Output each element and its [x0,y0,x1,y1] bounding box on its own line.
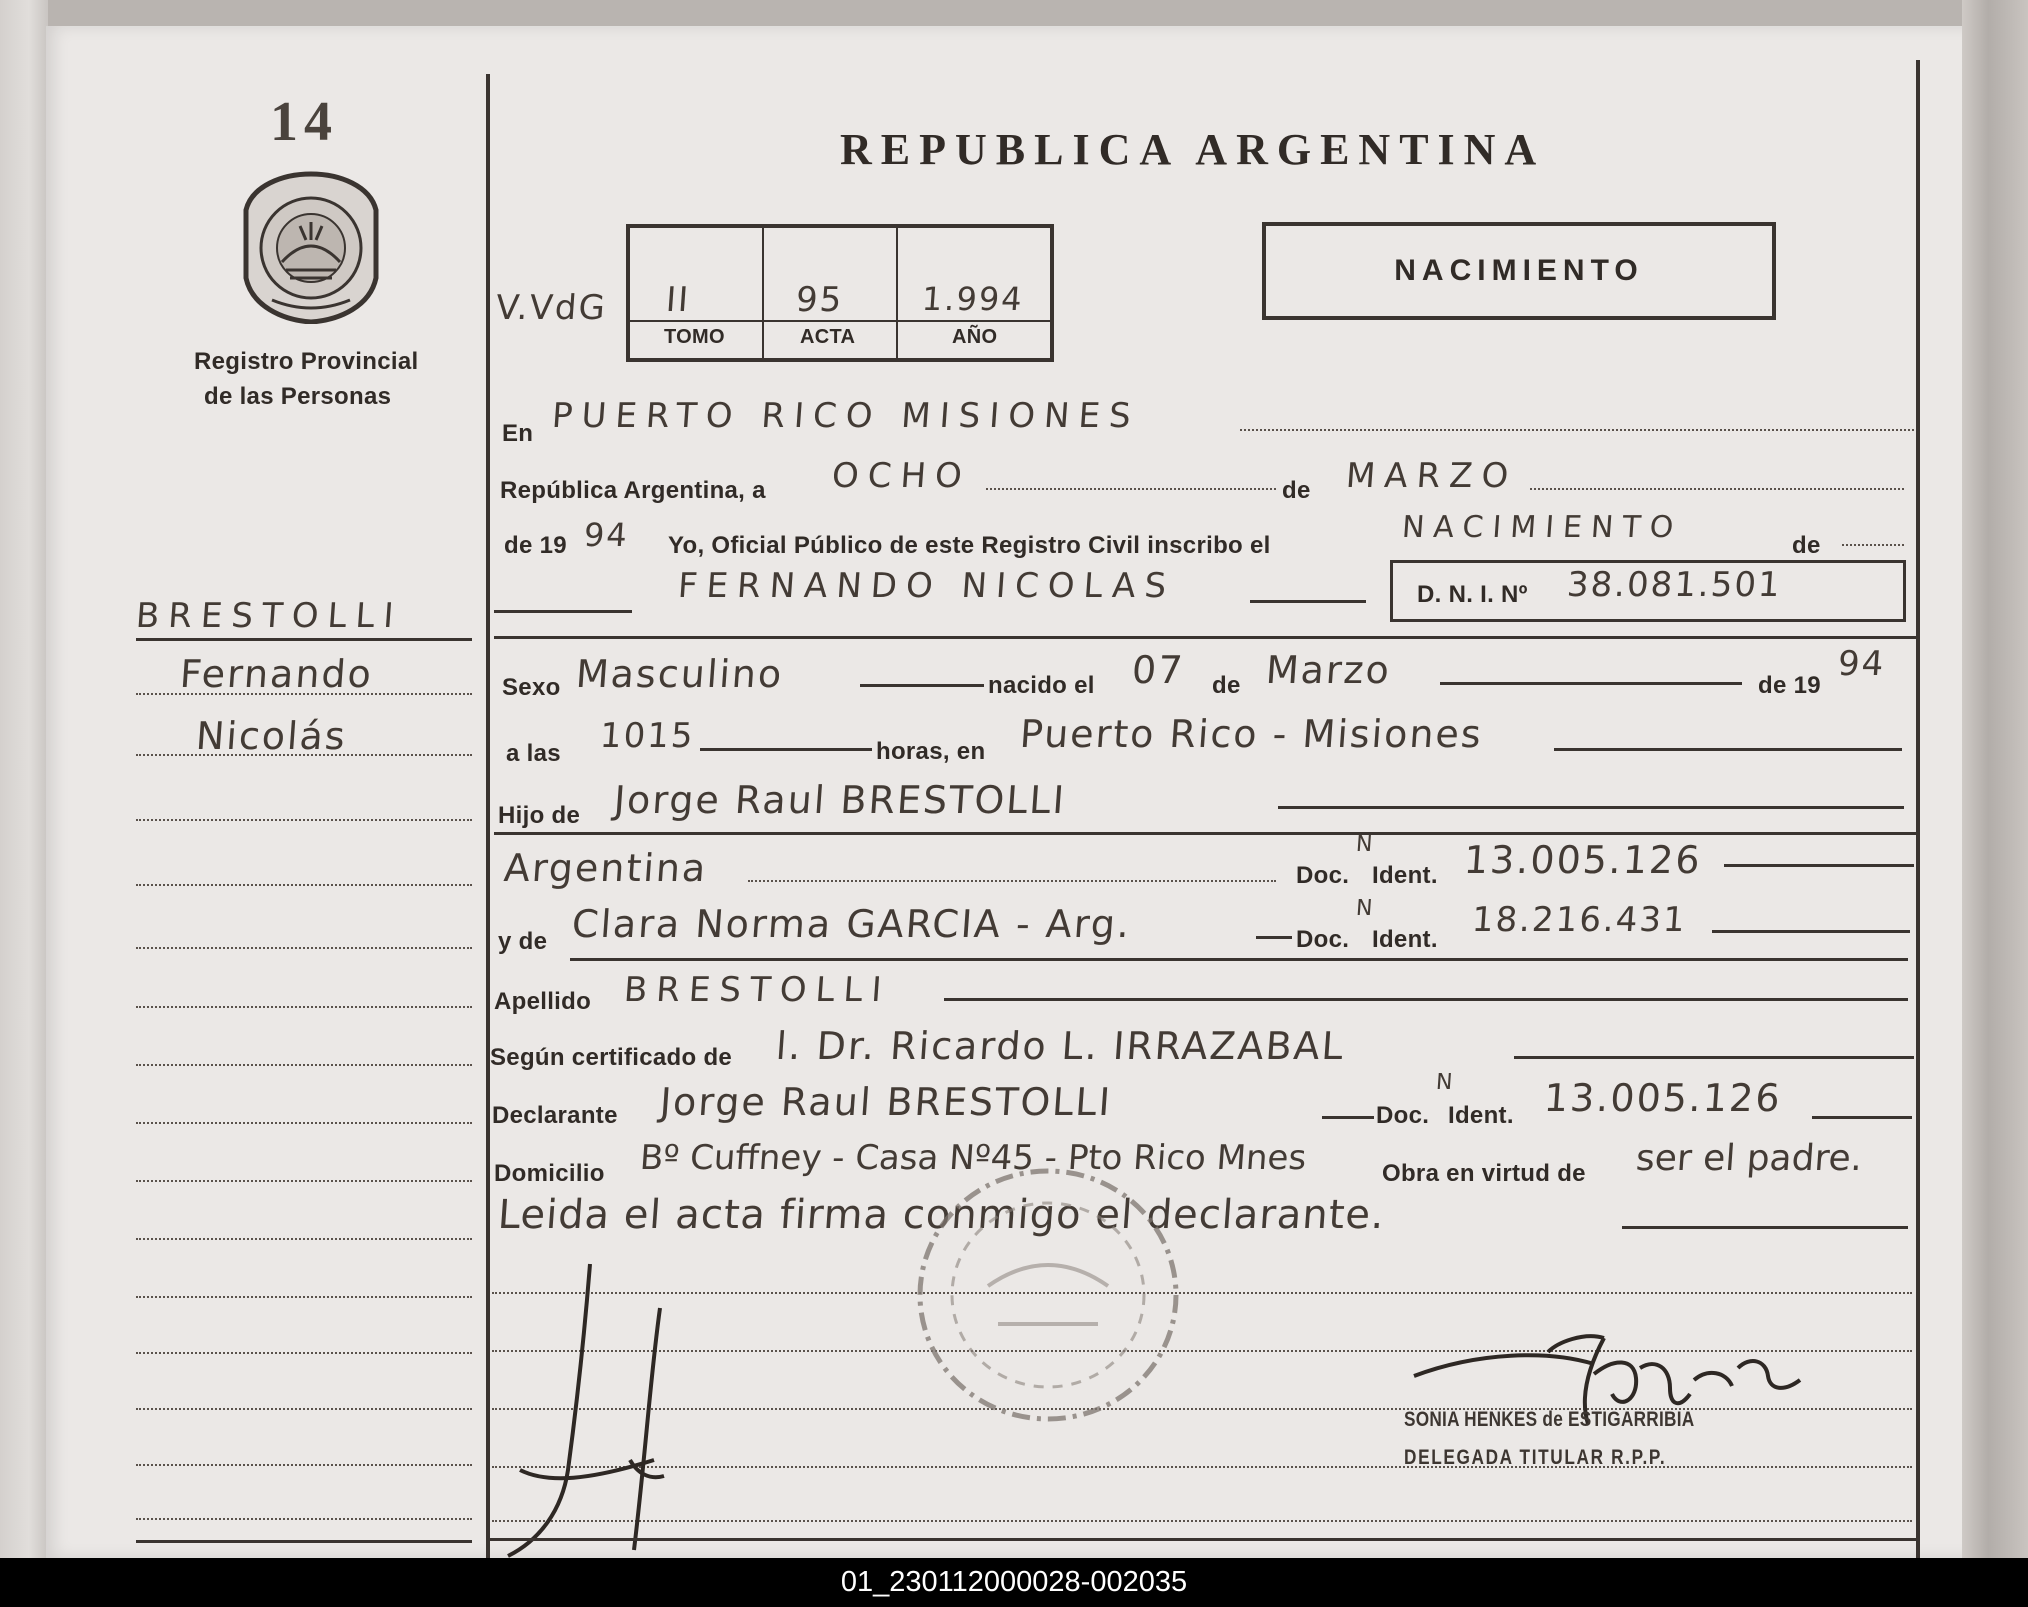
section-rule [494,636,1918,639]
tomo-label: TOMO [664,326,725,348]
margin-rule [136,638,472,641]
birth-month: Marzo [1264,648,1393,692]
hijo-label: Hijo de [498,802,581,829]
doc-label: Doc. [1296,862,1350,889]
fill-line [748,880,1276,882]
fill-line [1724,864,1914,867]
act-type-box [1262,222,1776,320]
fill-line [1622,1226,1908,1229]
official-stamp-icon [906,1156,1190,1434]
act-type: NACIMIENTO [1394,254,1644,287]
birth-year-suffix: 94 [1836,644,1887,684]
hour-value: 1015 [598,716,696,756]
fill-line [986,488,1276,490]
year-suffix: 94 [582,516,631,554]
fill-line [1554,748,1902,751]
horas-label: horas, en [876,738,986,765]
segun-label: Según certificado de [490,1044,733,1071]
fill-line [1812,1116,1912,1119]
book-binding [0,0,48,1558]
volume-prefix: V.VdG [494,288,609,328]
scan-caption: 01_230112000028-002035 [0,1558,2028,1607]
ident-label: Ident. [1372,862,1438,889]
fill-line [1530,488,1904,490]
fill-line [1842,544,1904,546]
declarante-value: Jorge Raul BRESTOLLI [658,1080,1114,1124]
registry-name-line1: Registro Provincial [194,348,419,375]
de-label-2: de [1792,532,1821,559]
ident-label-3: Ident. [1448,1102,1514,1129]
dni-box [1390,560,1906,622]
doc-label-2: Doc. [1296,926,1350,953]
year-prefix: de 19 [504,532,567,559]
month-value: MARZO [1344,456,1519,496]
column-divider [486,74,490,1558]
en-label: En [502,420,534,447]
declarante-label: Declarante [492,1102,618,1129]
margin-second-name: Nicolás [194,714,349,758]
mother-name: Clara Norma GARCIA - Arg. [570,902,1133,946]
officer-name: SONIA HENKES de ESTIGARRIBIA [1404,1408,1695,1431]
father-doc: 13.005.126 [1462,838,1704,882]
father-nationality: Argentina [502,846,709,890]
doc-n-mark: N [1355,832,1376,857]
country-title: REPUBLICA ARGENTINA [840,125,1546,174]
bottom-rule [490,1538,1918,1541]
ident-label-2: Ident. [1372,926,1438,953]
page-edge [1962,0,2028,1558]
fill-line [1440,682,1742,685]
fill-line [1278,806,1904,809]
doc-n-mark-3: N [1435,1070,1456,1095]
fill-line [700,748,872,751]
day-words: OCHO [830,456,973,496]
dni-label: D. N. I. Nº [1417,581,1528,608]
fill-line [1256,936,1292,939]
fill-line [944,998,1908,1001]
doc-n-mark-2: N [1355,896,1376,921]
fill-line [494,610,632,613]
right-border [1916,60,1920,1558]
de-label: de [1282,477,1311,504]
inscribed-act: NACIMIENTO [1400,510,1684,545]
anio-label: AÑO [952,326,998,348]
republica-label: República Argentina, a [500,477,766,504]
tomo-value: II [664,280,692,320]
fill-line [1322,1116,1374,1119]
domicilio-value: Bº Cuffney - Casa Nº45 - Pto Rico Mnes [638,1138,1308,1178]
margin-surname: BRESTOLLI [134,596,404,636]
apellido-value: BRESTOLLI [622,970,892,1010]
anio-value: 1.994 [920,280,1025,318]
obra-label: Obra en virtud de [1382,1160,1586,1187]
apellido-label: Apellido [494,988,592,1015]
child-name: FERNANDO NICOLAS [676,566,1177,606]
fill-line [570,958,1908,961]
obra-value: ser el padre. [1634,1138,1864,1179]
registry-name-line2: de las Personas [204,383,392,410]
birth-place: Puerto Rico - Misiones [1018,712,1485,756]
fill-line [860,684,984,687]
section-rule [494,832,1918,835]
registry-seal-icon [242,170,380,324]
page-number: 14 [270,91,338,153]
declarante-doc: 13.005.126 [1542,1076,1784,1120]
mother-doc: 18.216.431 [1470,900,1689,940]
place-value: PUERTO RICO MISIONES [550,396,1141,436]
de-label-3: de [1212,672,1241,699]
fill-line [1514,1056,1914,1059]
sexo-value: Masculino [574,652,785,696]
domicilio-label: Domicilio [494,1160,605,1187]
acta-value: 95 [794,280,845,320]
dni-value: 38.081.501 [1565,565,1784,605]
fill-line [1240,429,1914,431]
act-reference-table [626,224,1054,362]
sexo-label: Sexo [502,674,561,701]
certificado-value: l. Dr. Ricardo L. IRRAZABAL [774,1024,1347,1068]
birth-year-prefix: de 19 [1758,672,1821,699]
margin-bottom-rule [136,1540,472,1543]
inscription-statement: Yo, Oficial Público de este Registro Civil inscribo el [668,532,1271,559]
closing-text: Leida el acta firma conmigo el declarante. [496,1192,1387,1238]
a-las-label: a las [506,740,561,767]
doc-label-3: Doc. [1376,1102,1430,1129]
acta-label: ACTA [800,326,856,348]
y-de-label: y de [498,928,548,955]
declarant-signature-icon [500,1260,670,1558]
margin-first-name: Fernando [178,652,375,696]
fill-line [1250,600,1366,603]
nacido-label: nacido el [988,672,1095,699]
fill-line [1712,930,1910,933]
officer-title: DELEGADA TITULAR R.P.P. [1404,1446,1667,1469]
father-name: Jorge Raul BRESTOLLI [612,778,1068,822]
birth-day: 07 [1130,648,1186,692]
